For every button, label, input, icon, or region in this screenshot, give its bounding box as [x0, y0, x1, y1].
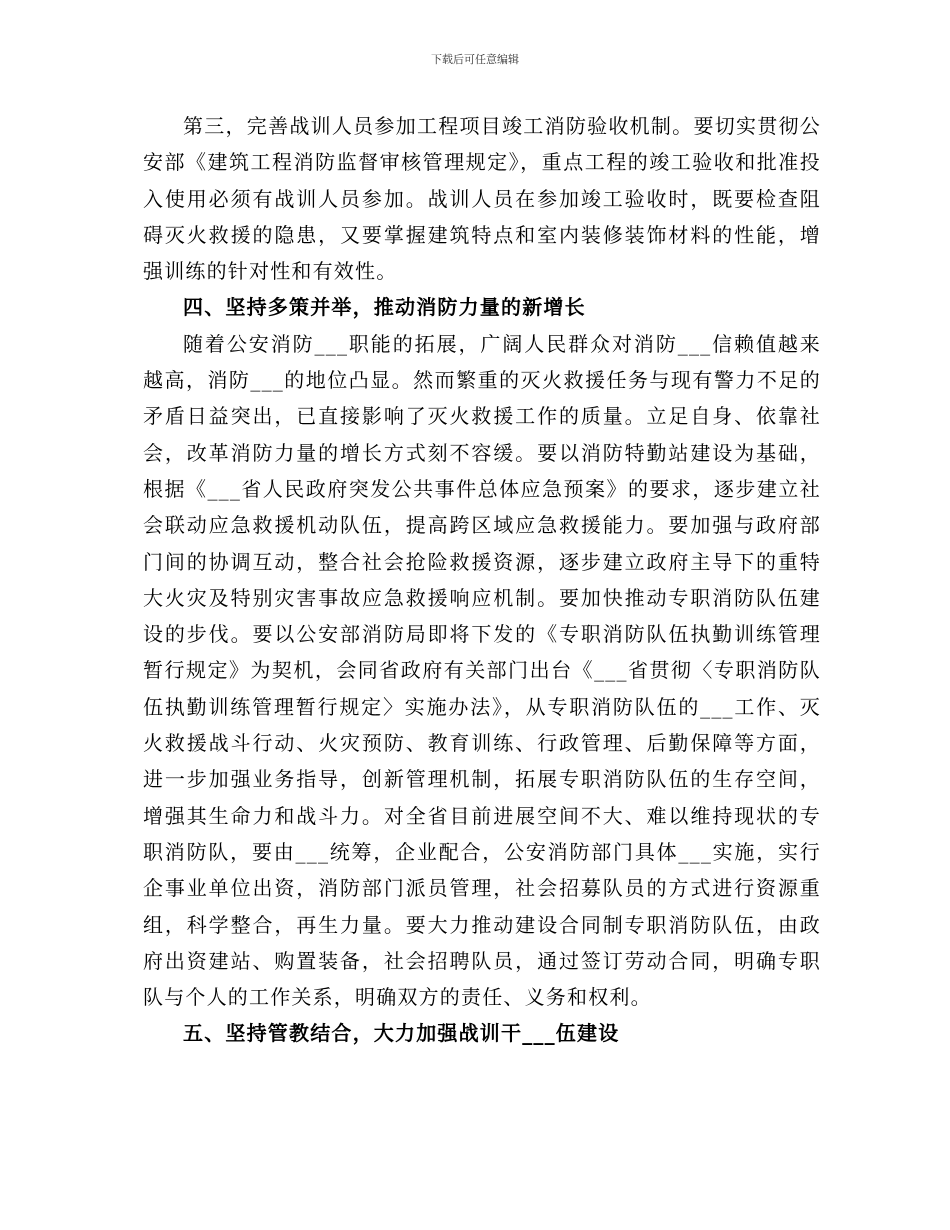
paragraph-force-growth: 随着公安消防___职能的拓展，广阔人民群众对消防___信赖值越来越高，消防___的地位凸显。然而繁重的灭火救援任务与现有警力不足的矛盾日益突出，已直接影响了灭火救援工作的质量。立足自身、依靠社会，改革消防力量的增长方式刻不容缓。要以消防特勤站建设为基础，根据《___省人民政府突发公共事件总体应急预案》的要求，逐步建立社会联动应急救援机动队伍，提高跨区域应急救援能力。要加强与政府部门间的协调互动，整合社会抢险救援资源，逐步建立政府主导下的重特大火灾及特别灾害事故应急救援响应机制。要加快推动专职消防队伍建设的步伐。要以公安部消防局即将下发的《专职消防队伍执勤训练管理暂行规定》为契机，会同省政府有关部门出台《___省贯彻〈专职消防队伍执勤训练管理暂行规定〉实施办法》，从专职消防队伍的___工作、灭火救援战斗行动、火灾预防、教育训练、行政管理、后勤保障等方面，进一步加强业务指导，创新管理机制，拓展专职消防队伍的生存空间，增强其生命力和战斗力。对全省目前进展空间不大、难以维持现状的专职消防队，要由___统筹，企业配合，公安消防部门具体___实施，实行企事业单位出资，消防部门派员管理，社会招募队员的方式进行资源重组，科学整合，再生力量。要大力推动建设合同制专职消防队伍，由政府出资建站、购置装备，社会招聘队员，通过签订劳动合同，明确专职队与个人的工作关系，明确双方的责任、义务和权利。 — [143, 331, 821, 1010]
page-header: 下载后可任意编辑 — [431, 53, 519, 66]
paragraph-3-completion-acceptance: 第三，完善战训人员参加工程项目竣工消防验收机制。要切实贯彻公安部《建筑工程消防监督审核管理规定》，重点工程的竣工验收和批准投入使用必须有战训人员参加。战训人员在参加竣工验收时，既要检查阻碍灭火救援的隐患，又要掌握建筑特点和室内装修装饰材料的性能，增强训练的针对性和有效性。 — [143, 114, 821, 284]
section-heading-4: 四、坚持多策并举，推动消防力量的新增长 — [183, 295, 586, 320]
section-heading-5: 五、坚持管教结合，大力加强战训干___伍建设 — [183, 1021, 620, 1046]
document-body — [143, 108, 821, 1052]
